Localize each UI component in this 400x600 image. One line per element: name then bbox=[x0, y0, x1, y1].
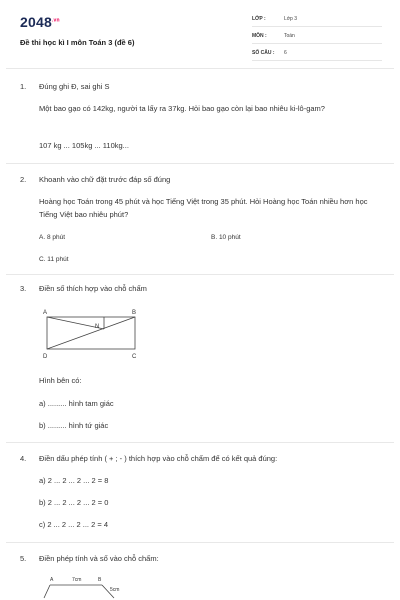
logo[interactable] bbox=[20, 14, 60, 30]
question-body: Một bao gạo có 142kg, người ta lấy ra 37kg. Hỏi bao gạo còn lại bao nhiêu ki-lô-gam? bbox=[39, 104, 325, 113]
meta-label: MÔN : bbox=[252, 33, 267, 39]
answer-line[interactable]: b) 2 ... 2 ... 2 ... 2 = 0 bbox=[39, 498, 109, 507]
figure-label-n: N bbox=[95, 324, 100, 330]
question-1 bbox=[20, 82, 380, 162]
question-title: Khoanh vào chữ đặt trước đáp số đúng bbox=[39, 175, 171, 184]
question-5 bbox=[20, 554, 380, 600]
answer-line[interactable]: 107 kg ... 105kg ... 110kg... bbox=[39, 141, 129, 150]
question-number: 1. bbox=[20, 82, 27, 91]
shape-figure bbox=[40, 574, 160, 600]
meta-value: 6 bbox=[284, 50, 287, 56]
question-number: 3. bbox=[20, 284, 27, 293]
figure-caption: Hình bên có: bbox=[39, 376, 82, 385]
question-3 bbox=[20, 284, 380, 434]
answer-line[interactable]: c) 2 ... 2 ... 2 ... 2 = 4 bbox=[39, 520, 108, 529]
figure-label-7cm: 7cm bbox=[72, 577, 82, 583]
option-a[interactable]: A. 8 phút bbox=[39, 234, 66, 241]
logo-suffix: .vn bbox=[51, 17, 60, 24]
divider bbox=[6, 542, 394, 543]
figure-label-c: C bbox=[132, 354, 137, 360]
figure-diagonal bbox=[47, 317, 135, 349]
figure-label-b: B bbox=[98, 577, 102, 583]
meta-label: LỚP : bbox=[252, 16, 266, 22]
question-title: Điền số thích hợp vào chỗ chấm bbox=[39, 284, 147, 293]
exam-title: Đề thi học kì I môn Toán 3 (đề 6) bbox=[20, 38, 135, 47]
question-title: Điền dấu phép tính ( + ; - ) thích hợp vào chỗ chấm để có kết quả đúng: bbox=[39, 454, 278, 463]
meta-value: Lớp 3 bbox=[284, 16, 298, 22]
answer-line[interactable]: b) ......... hình tứ giác bbox=[39, 421, 109, 430]
question-number: 5. bbox=[20, 554, 27, 563]
divider bbox=[6, 442, 394, 443]
answer-line[interactable]: a) 2 ... 2 ... 2 ... 2 = 8 bbox=[39, 476, 109, 485]
figure-label-5cm: 5cm bbox=[110, 587, 120, 593]
logo-text: 2048 bbox=[20, 14, 52, 30]
question-title: Điền phép tính và số vào chỗ chấm: bbox=[39, 554, 159, 563]
figure-label-b: B bbox=[132, 310, 137, 316]
divider bbox=[6, 68, 394, 69]
question-title: Đúng ghi Đ, sai ghi S bbox=[39, 82, 110, 91]
rectangle-figure bbox=[40, 306, 150, 366]
divider bbox=[6, 274, 394, 275]
option-b[interactable]: B. 10 phút bbox=[211, 234, 241, 241]
figure-label-a: A bbox=[43, 310, 48, 316]
option-c[interactable]: C. 11 phút bbox=[39, 256, 69, 263]
question-4 bbox=[20, 454, 380, 539]
meta-value: Toán bbox=[284, 33, 295, 39]
divider bbox=[6, 163, 394, 164]
figure-label-a: A bbox=[50, 577, 54, 583]
meta-label: SỐ CÂU : bbox=[252, 50, 275, 56]
question-2 bbox=[20, 175, 380, 270]
exam-meta bbox=[252, 14, 382, 65]
question-body: Hoàng học Toán trong 45 phút và học Tiếng Việt trong 35 phút. Hỏi Hoàng học Toán nhiều hơn học Tiếng Việt bao nhiêu phút? bbox=[39, 197, 368, 219]
figure-label-d: D bbox=[43, 354, 48, 360]
meta-row-subject bbox=[252, 31, 382, 44]
question-number: 4. bbox=[20, 454, 27, 463]
meta-row-class bbox=[252, 14, 382, 27]
answer-line[interactable]: a) ......... hình tam giác bbox=[39, 399, 114, 408]
page-header bbox=[20, 14, 382, 64]
meta-row-count bbox=[252, 48, 382, 61]
question-number: 2. bbox=[20, 175, 27, 184]
figure-side-edge bbox=[44, 585, 50, 598]
